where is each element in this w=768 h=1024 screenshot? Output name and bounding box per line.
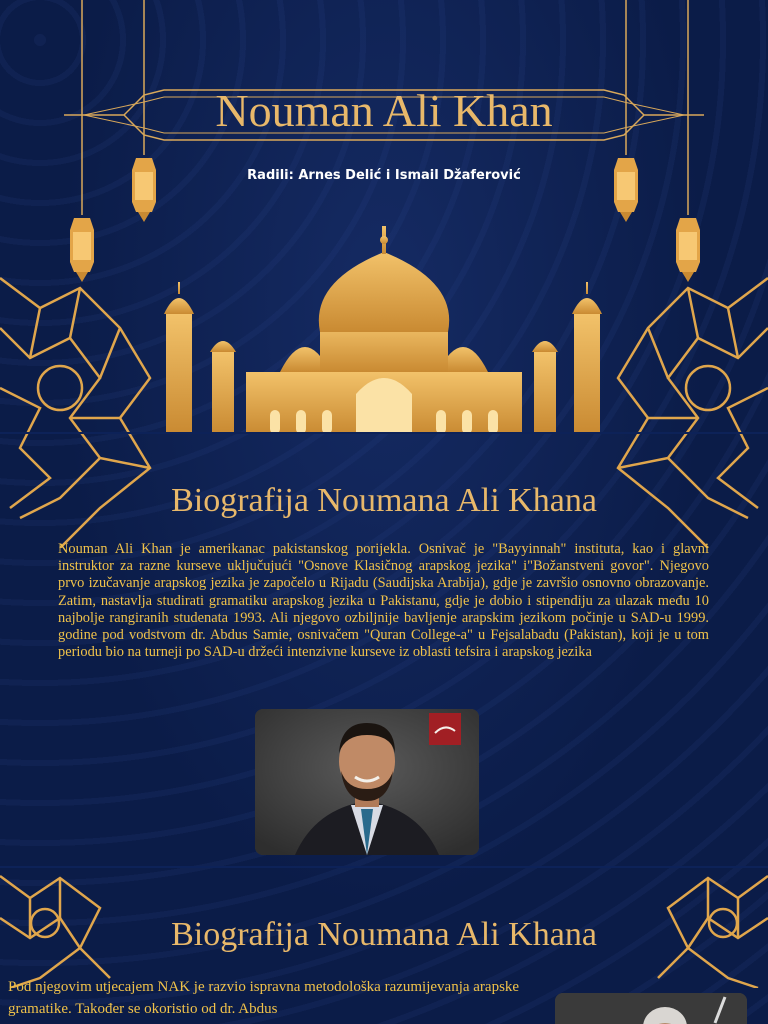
section-title: Biografija Noumana Ali Khana [171,916,597,953]
mosque-icon [160,222,608,434]
slide-divider [0,866,768,868]
section-title: Biografija Noumana Ali Khana [171,482,597,519]
biography-paragraph: Nouman Ali Khan je amerikanac pakistanskog porijekla. Osnivač je "Bayyinnah" instituta, kao i glavni instruktor za razne kurseve uključujući "Osnove Klasičnog arapskog jezika" i"Božanstveni govor". Njegovo prvo izučavanje arapskog jezika je započelo u Rijadu (Saudijska Arabija), gdje je završio osnovno obrazovanje. Zatim, nastavlja studirati gramatiku arapskog jezika u Pakistanu, gdje je dobio i stipendiju za ulazak među 10 najbolje rangiranih studenata 1993. Ali njegovo ozbiljnije bavljenje arapskim jezikom počinje u SAD-u 1999. godine pod vodstvom dr. Abdus Samie, osnivačem "Quran College-a" u Fejsalabadu (Pakistan), koji je u tom periodu bio na turneji po SAD-u držeći intenzivne kurseve iz oblasti tefsira i arapskog jezika [58,541,709,661]
slide-divider [0,432,768,434]
page-title: Nouman Ali Khan [215,85,553,136]
portrait-photo [555,993,747,1024]
authors-subtitle: Radili: Arnes Delić i Ismail Džaferović [247,168,521,183]
biography-paragraph: Pod njegovim utjecajem NAK je razvio ispravna metodološka razumijevanja arapske gramatike. Također se okoristio od dr. Abdus [8,979,520,1017]
portrait-photo [255,709,479,855]
